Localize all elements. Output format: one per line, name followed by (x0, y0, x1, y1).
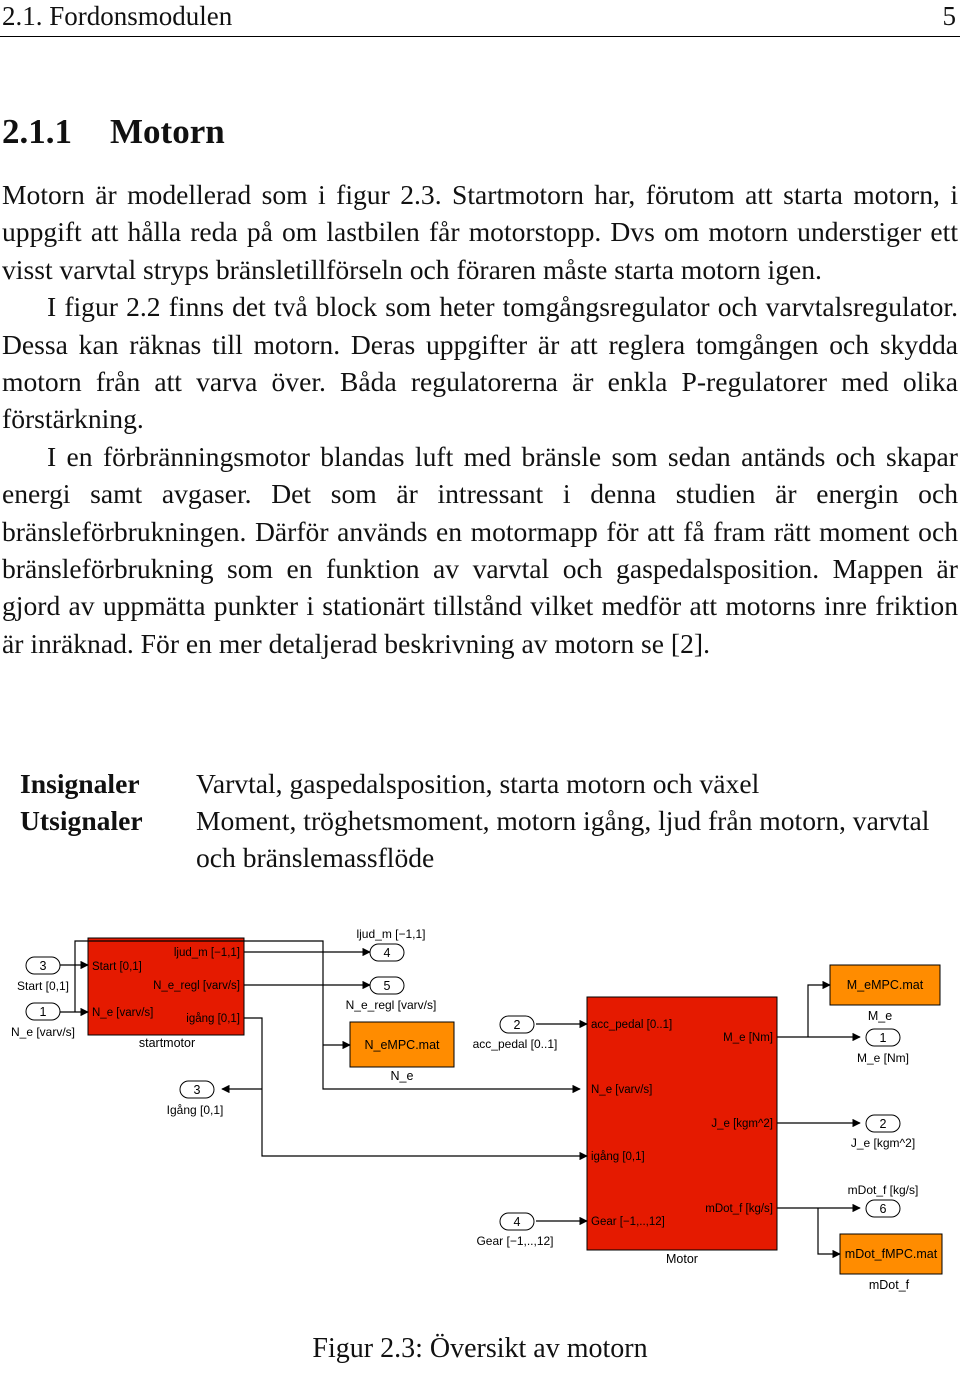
subsection-heading (2, 112, 225, 152)
port-label: Start [0,1] (16, 979, 70, 993)
subsection-number: 2.1.1 (2, 112, 72, 151)
port-number: 4 (383, 946, 391, 960)
port-number: 4 (513, 1215, 521, 1229)
port-label: J_e [kgm^2] (850, 1136, 916, 1150)
outputs-text: Moment, tröghetsmoment, motorn igång, ljud från motorn, varvtal och bränslemassflöde (196, 805, 930, 874)
simulink-diagram (0, 915, 960, 1310)
port-number: 2 (879, 1117, 887, 1131)
port-label: Igång [0,1] (166, 1103, 224, 1117)
block-port-label: ljud_m [−1,1] (173, 947, 240, 959)
subsection-title: Motorn (110, 112, 225, 151)
port-number: 1 (879, 1031, 887, 1045)
wire (808, 985, 830, 1037)
running-header (0, 0, 960, 38)
block-port-label: Start [0,1] (92, 961, 142, 973)
block-port-label: N_e [varv/s] (92, 1007, 154, 1019)
block-port-label: N_e [varv/s] (591, 1084, 653, 1096)
port-label: mDot_f [kg/s] (847, 1183, 919, 1197)
to-file-name: M_eMPC.mat (846, 978, 924, 992)
body-text (2, 176, 958, 662)
block-port-label: acc_pedal [0..1] (591, 1019, 673, 1031)
port-label: ljud_m [−1,1] (356, 927, 426, 941)
port-number: 2 (513, 1018, 521, 1032)
to-file-variable: M_e (867, 1009, 893, 1023)
port-number: 6 (879, 1202, 887, 1216)
motor-block-name: Motor (666, 1252, 698, 1266)
paragraph: I en förbränningsmotor blandas luft med bränsle som sedan antänds och skapar energi samt avgaser. Det som är intressant i denna studien är energin och bränsleförbrukningen. Därför används en motormapp för att få fram rätt moment och bränsleförbrukning som en funktion av varvtal och gaspedalsposition. Mappen är gjord av uppmätta punkter i stationärt tillstånd vilket medför att motorns inre friktion är inräknad. För en mer detaljerad beskrivning av motorn se [2]. (2, 440, 958, 659)
port-number: 1 (39, 1005, 47, 1019)
to-file-name: N_eMPC.mat (364, 1038, 440, 1052)
block-port-label: Gear [−1,..,12] (591, 1216, 665, 1228)
paragraph: Motorn är modellerad som i figur 2.3. Startmotorn har, förutom att starta motorn, i uppgift att hålla reda på om lastbilen får motorstopp. Dvs om motorn understiger ett visst varvtal stryps bränsletillförseln och föraren måste starta motorn igen. (2, 179, 958, 285)
header-rule (0, 36, 960, 37)
block-port-label: N_e_regl [varv/s] (153, 980, 240, 992)
outputs-label: Utsignaler (20, 805, 143, 836)
startmotor-block-name: startmotor (138, 1036, 196, 1050)
block-port-label: M_e [Nm] (723, 1032, 773, 1044)
to-file-name: mDot_fMPC.mat (844, 1247, 938, 1261)
port-label: Gear [−1,..,12] (476, 1234, 554, 1248)
diagram-canvas (0, 915, 960, 1310)
port-number: 3 (39, 959, 47, 973)
paragraph: I figur 2.2 finns det två block som heter tomgångsregulator och varvtalsregulator. Dessa kan räknas till motorn. Deras uppgifter är att reglera tomgången och skydda motorn från att varva över. Båda regulatorerna är enkla P-regulatorer med olika förstärkning. (2, 291, 958, 435)
block-port-label: igång [0,1] (186, 1013, 240, 1025)
to-file-variable: mDot_f (868, 1278, 910, 1292)
port-label: N_e [varv/s] (10, 1025, 76, 1039)
header-section-title: 2.1. Fordonsmodulen (2, 1, 233, 31)
wire (818, 1208, 840, 1254)
inputs-text: Varvtal, gaspedalsposition, starta motorn och växel (196, 768, 760, 799)
to-file-variable: N_e (390, 1069, 414, 1083)
inputs-label: Insignaler (20, 768, 140, 799)
port-number: 3 (193, 1083, 201, 1097)
header-page-number: 5 (942, 1, 956, 31)
block-port-label: J_e [kgm^2] (711, 1118, 773, 1130)
block-port-label: mDot_f [kg/s] (705, 1203, 773, 1215)
port-label: acc_pedal [0..1] (472, 1037, 558, 1051)
port-label: N_e_regl [varv/s] (345, 998, 437, 1012)
port-number: 5 (383, 979, 391, 993)
block-port-label: igång [0,1] (591, 1151, 645, 1163)
figure-caption: Figur 2.3: Översikt av motorn (312, 1333, 648, 1364)
port-label: M_e [Nm] (856, 1051, 910, 1065)
